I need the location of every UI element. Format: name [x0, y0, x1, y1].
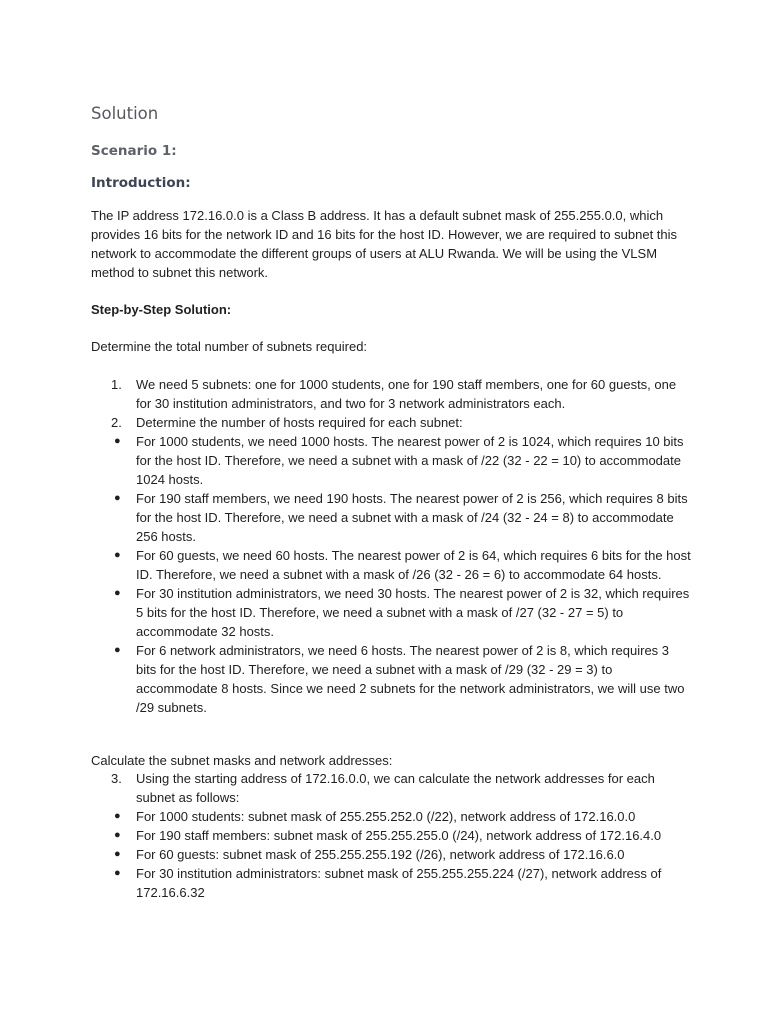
bullet-icon: ●: [114, 435, 121, 447]
list-item-text: For 30 institution administrators: subnet mask of 255.255.255.224 (/27), network address of 172.16.6.32: [136, 866, 662, 900]
list-item: [91, 375, 691, 413]
subnet-requirements-list: [91, 375, 691, 717]
bullet-icon: ●: [114, 587, 121, 599]
bullet-icon: ●: [114, 492, 121, 504]
bullet-icon: ●: [114, 644, 121, 656]
bullet-icon: ●: [114, 867, 121, 879]
bullet-icon: ●: [114, 549, 121, 561]
list-marker: 2.: [111, 415, 122, 430]
step-by-step-heading: Step-by-Step Solution:: [91, 302, 232, 317]
list-item: [91, 864, 691, 902]
list-item: [91, 641, 691, 717]
list-item: [91, 546, 691, 584]
list-item-text: Determine the number of hosts required for each subnet:: [136, 415, 463, 430]
list-marker: 3.: [111, 771, 122, 786]
list-item-text: For 1000 students: subnet mask of 255.255.252.0 (/22), network address of 172.16.0.0: [136, 809, 636, 824]
list-item-text: For 60 guests, we need 60 hosts. The nearest power of 2 is 64, which requires 6 bits for the host ID. Therefore, we need a subnet with a mask of /26 (32 - 26 = 6) to accommodate 64 hosts.: [136, 548, 691, 582]
list-marker: 1.: [111, 377, 122, 392]
bullet-icon: ●: [114, 848, 121, 860]
list-item-text: For 190 staff members, we need 190 hosts. The nearest power of 2 is 256, which requires 8 bits for the host ID. Therefore, we need a subnet with a mask of /24 (32 - 24 = 8) to accommodate 256 hosts.: [136, 491, 688, 544]
list-item-text: For 1000 students, we need 1000 hosts. The nearest power of 2 is 1024, which requires 10 bits for the host ID. Therefore, we need a subnet with a mask of /22 (32 - 22 = 10) to accommodate 1024 hosts.: [136, 434, 684, 487]
page-title: Solution: [91, 104, 159, 123]
bullet-icon: ●: [114, 810, 121, 822]
list-item-text: We need 5 subnets: one for 1000 students, one for 190 staff members, one for 60 guests, one for 30 institution administrators, and two for 3 network administrators each.: [136, 377, 677, 411]
list-item: [91, 845, 691, 864]
list-item-text: For 30 institution administrators, we need 30 hosts. The nearest power of 2 is 32, which requires 5 bits for the host ID. Therefore, we need a subnet with a mask of /27 (32 - 27 = 5) to accommodate 32 hosts.: [136, 586, 690, 639]
list-item: [91, 826, 691, 845]
introduction-heading: Introduction:: [91, 175, 191, 191]
determine-subnets-text: Determine the total number of subnets required:: [91, 339, 368, 354]
network-addresses-list: [91, 769, 691, 902]
list-item-text: For 60 guests: subnet mask of 255.255.255.192 (/26), network address of 172.16.6.0: [136, 847, 625, 862]
intro-paragraph: The IP address 172.16.0.0 is a Class B address. It has a default subnet mask of 255.255.0.0, which provides 16 bits for the network ID and 16 bits for the host ID. However, we are required to subnet this network to accommodate the different groups of users at ALU Rwanda. We will be using the VLSM method to subnet this network.: [91, 208, 678, 280]
list-item-text: Using the starting address of 172.16.0.0, we can calculate the network addresses for each subnet as follows:: [136, 771, 655, 805]
list-item: [91, 807, 691, 826]
list-item: [91, 432, 691, 489]
list-item: [91, 584, 691, 641]
calculate-masks-text: Calculate the subnet masks and network addresses:: [91, 753, 393, 768]
bullet-icon: ●: [114, 829, 121, 841]
list-item: [91, 769, 691, 807]
list-item: [91, 489, 691, 546]
scenario-heading: Scenario 1:: [91, 143, 177, 159]
list-item-text: For 6 network administrators, we need 6 hosts. The nearest power of 2 is 8, which requires 3 bits for the host ID. Therefore, we need a subnet with a mask of /29 (32 - 29 = 3) to accommodate 8 hosts. Since we need 2 subnets for the network administrators, we will use two /29 subnets.: [136, 643, 685, 715]
list-item-text: For 190 staff members: subnet mask of 255.255.255.0 (/24), network address of 172.16.4.0: [136, 828, 662, 843]
list-item: [91, 413, 691, 432]
